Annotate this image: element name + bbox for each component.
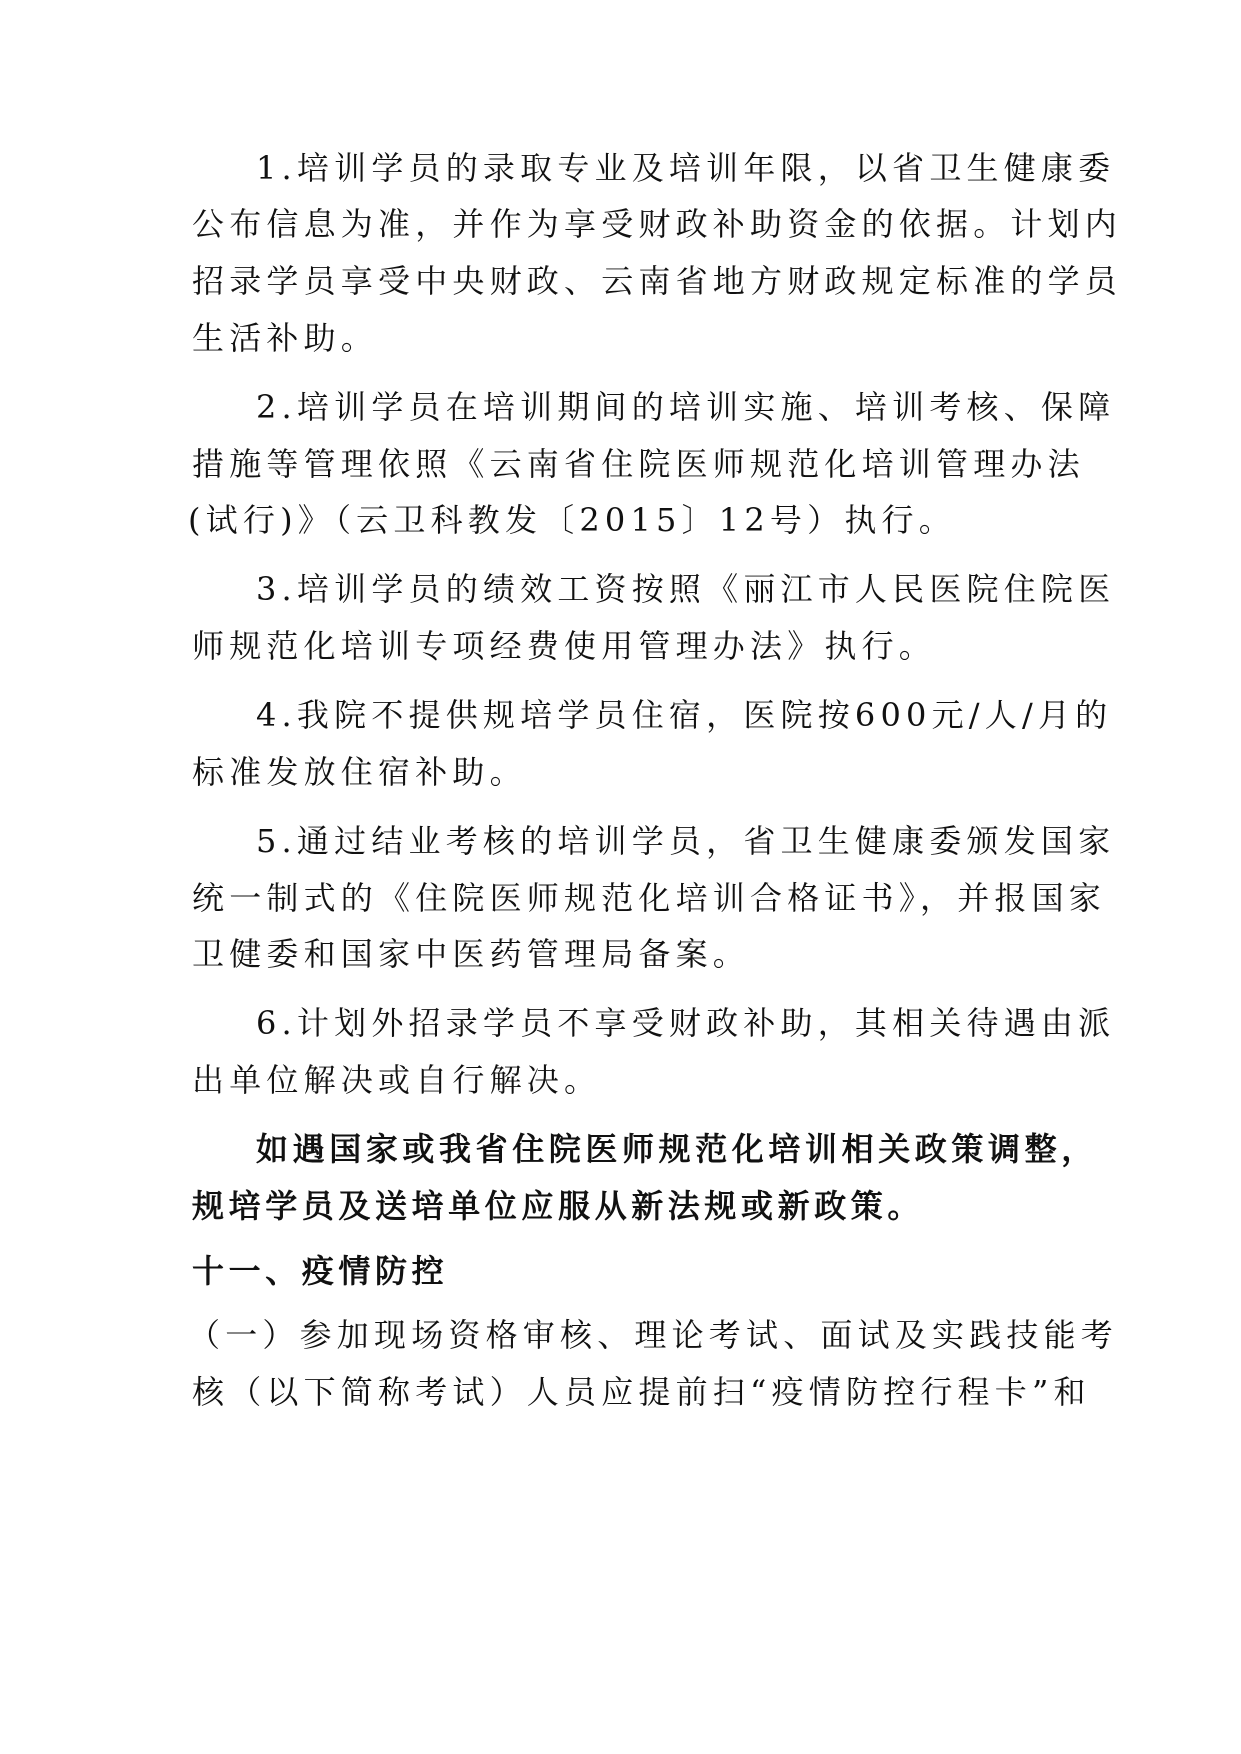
paragraph-6-line-2: 出单位解决或自行解决。 (192, 1061, 602, 1099)
paragraph-3-line-2: 师规范化培训专项经费使用管理办法》执行。 (192, 627, 937, 665)
paragraph-5-line-3: 卫健委和国家中医药管理局备案。 (192, 935, 751, 973)
section-heading: 十一、疫情防控 (192, 1252, 449, 1290)
paragraph-1-line-4: 生活补助。 (192, 319, 379, 357)
paragraph-4-line-2: 标准发放住宿补助。 (192, 753, 527, 791)
paragraph-2-line-3: (试行)》（云卫科教发〔2015〕12号）执行。 (188, 501, 956, 539)
paragraph-1-line-2: 公布信息为准，并作为享受财政补助资金的依据。计划内 (192, 205, 1123, 243)
paragraph-6-line-1: 6.计划外招录学员不享受财政补助，其相关待遇由派 (256, 1004, 1116, 1042)
paragraph-2-line-1: 2.培训学员在培训期间的培训实施、培训考核、保障 (256, 388, 1116, 426)
paragraph-5-line-1: 5.通过结业考核的培训学员，省卫生健康委颁发国家 (256, 822, 1116, 860)
subsection-1-line-1: （一）参加现场资格审核、理论考试、面试及实践技能考 (188, 1316, 1119, 1354)
paragraph-4-line-1: 4.我院不提供规培学员住宿，医院按600元/人/月的 (256, 696, 1113, 734)
subsection-1-line-2: 核（以下简称考试）人员应提前扫“疫情防控行程卡”和 (192, 1373, 1091, 1411)
paragraph-1-line-1: 1.培训学员的录取专业及培训年限，以省卫生健康委 (256, 149, 1116, 187)
paragraph-3-line-1: 3.培训学员的绩效工资按照《丽江市人民医院住院医 (256, 570, 1116, 608)
policy-note-line-1: 如遇国家或我省住院医师规范化培训相关政策调整， (256, 1130, 1098, 1168)
paragraph-5-line-2: 统一制式的《住院医师规范化培训合格证书》，并报国家 (192, 879, 1107, 917)
paragraph-1-line-3: 招录学员享受中央财政、云南省地方财政规定标准的学员 (192, 262, 1123, 300)
policy-note-line-2: 规培学员及送培单位应服从新法规或新政策。 (192, 1187, 925, 1225)
paragraph-2-line-2: 措施等管理依照《云南省住院医师规范化培训管理办法 (192, 445, 1085, 483)
